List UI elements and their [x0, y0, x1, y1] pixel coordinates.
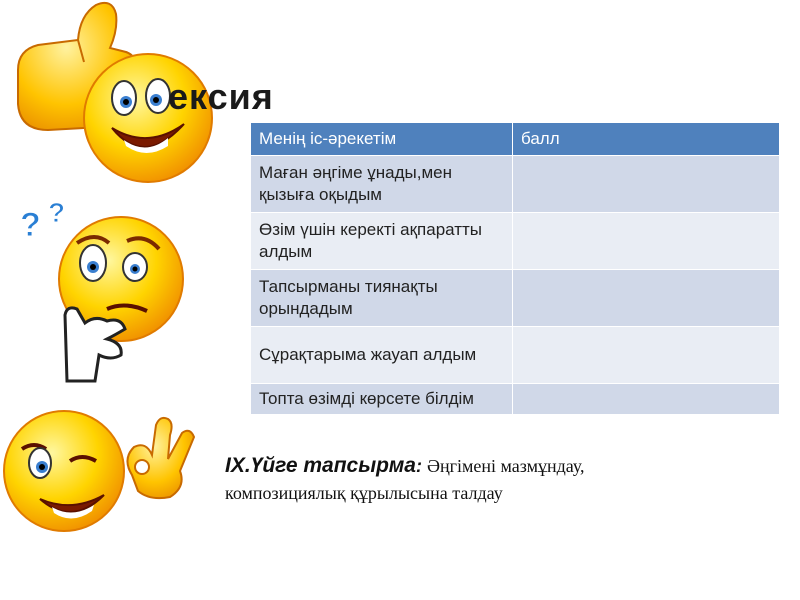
header-action: Менің іс-әрекетім: [251, 123, 513, 156]
table-row: [251, 213, 780, 270]
homework-line2: композициялық құрылысына талдау: [225, 483, 503, 503]
action-cell: Сұрақтарыма жауап алдым: [251, 327, 513, 384]
winking-ok-smiley-icon: [0, 405, 200, 555]
reflection-table: [250, 122, 780, 415]
score-cell: [513, 327, 780, 384]
score-cell: [513, 156, 780, 213]
svg-text:?: ?: [20, 206, 41, 244]
homework-block: [225, 452, 645, 507]
score-cell: [513, 213, 780, 270]
score-cell: [513, 384, 780, 415]
header-score: балл: [513, 123, 780, 156]
table-row: [251, 327, 780, 384]
table-row: [251, 270, 780, 327]
action-cell: Маған әңгіме ұнады,мен қызыға оқыдым: [251, 156, 513, 213]
action-cell: Топта өзімді көрсете білдім: [251, 384, 513, 415]
homework-colon: :: [415, 456, 427, 476]
svg-text:?: ?: [48, 197, 66, 228]
action-cell: Тапсырманы тиянақты орындадым: [251, 270, 513, 327]
table-row: [251, 384, 780, 415]
table-row: [251, 156, 780, 213]
homework-line1: Әңгімені мазмұндау,: [426, 456, 585, 476]
action-cell: Өзім үшін керекті ақпаратты алдым: [251, 213, 513, 270]
page-title: ексия: [168, 76, 274, 117]
score-cell: [513, 270, 780, 327]
homework-heading: IX.Үйге тапсырма: [225, 454, 416, 477]
thinking-smiley-icon: [55, 205, 190, 385]
table-header-row: [251, 123, 780, 156]
